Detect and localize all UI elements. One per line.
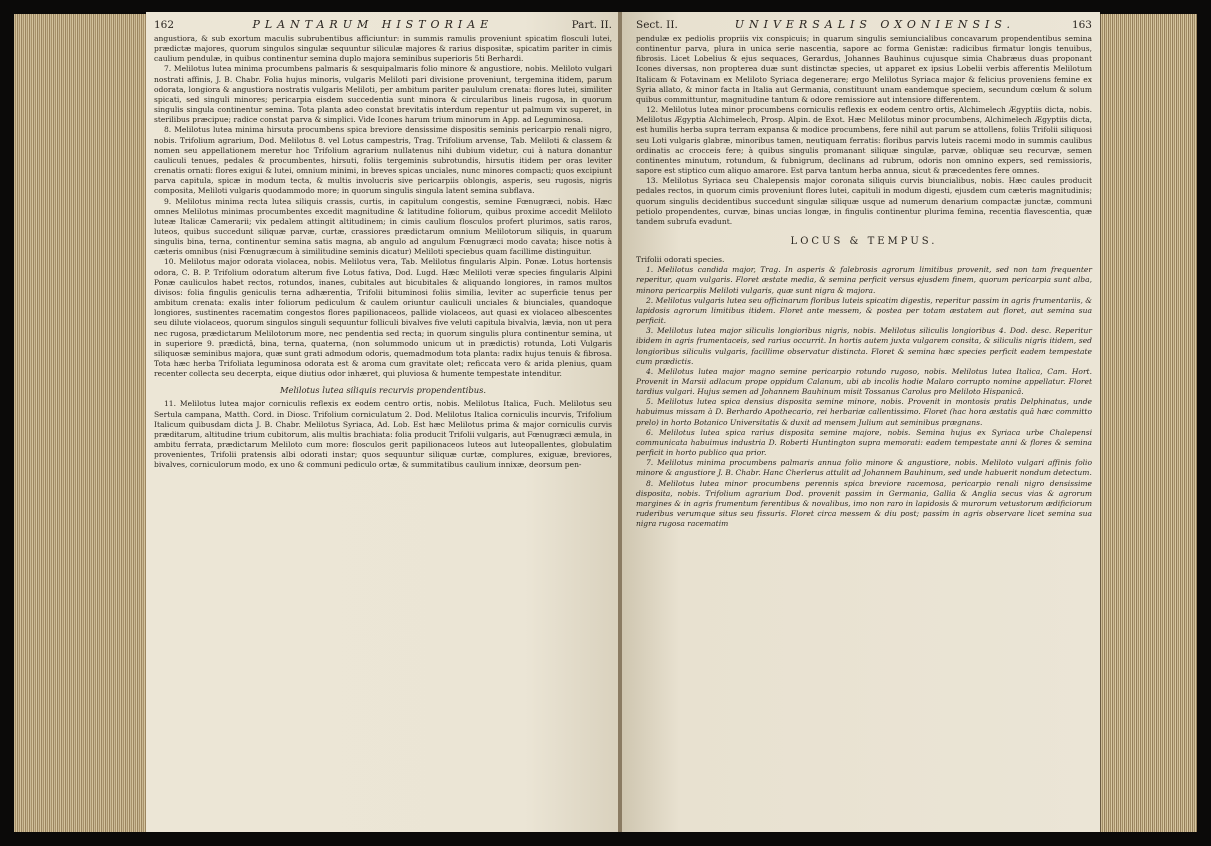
left-running-head <box>154 18 612 34</box>
paragraph: 13. Melilotus Syriaca seu Chalepensis major coronata siliquis curvis biuncialibus, nobis. Hæc caules producit pedales rectos, in quorum cimis proveniunt flores lutei, capituli in modum digesti, ejusdem cum cæteris magnitudinis; quorum singulis decidentibus succedunt singulæ siliquæ usque ad numerum denarium compactæ junctæ, communi petiolo propendentes, curvæ, binas uncias longæ, in fingulis continentur plurima femina, recentia flavescentia, quæ tandem subrufa evadunt. <box>636 176 1092 226</box>
right-page <box>622 12 1100 832</box>
right-running-head <box>636 18 1092 34</box>
locus-item: 2. Melilotus vulgaris lutea seu officinarum floribus luteis spicatim digestis, reperitur passim in agris frumentariis, & lapidosis agrorum limitibus itidem. Floret ante messem, & postea per totam æstatem aut floret, aut semina sua perficit. <box>636 295 1092 326</box>
left-page <box>146 12 620 832</box>
locus-item: 5. Melilotus lutea spica densius disposita semine minore, nobis. Provenit in montosis pratis Delphinatus, unde habuimus missam à D. Berhardo Apothecario, rei herbariæ callentissimo. Floret (hac hora æstatis quâ hæc committo prelo) in horto Botanico Universitatis & duxit ad mensem Julium aut seminibus prægnans. <box>636 397 1092 427</box>
left-part-label: Part. II. <box>571 19 612 31</box>
paragraph: pendulæ ex pediolis propriis vix conspicuis; in quarum singulis semiuncialibus concavarum propendentibus semina continentur parva, plura in unica serie nascentia, sapore ac forma Genistæ: radicibus firmatur longis tenuibus, fibrosis. Licet Lobelius & ejus sequaces, Gerardus, Johannes Bauhinus cujusque simia Chabræus duas proponant Icones diversas, non propterea duæ sunt distinctæ species, ut apparet ex ipsius Lobelii verbis afferentis Melilotum Italicam & Fotavinam ex Meliloto Syriaca degenerare; ergo Melilotus Syriaca major & felicius proveniens femine ex Syria allato, & minor facta in Italia aut Germania, constituunt unam eandemque speciem, secundum cœlum & solum quibus committuntur, magnitudine tantum & odore remissiore aut intensiore differentem. <box>636 34 1092 104</box>
paragraph: 12. Melilotus lutea minor procumbens corniculis reflexis ex eodem centro ortis, Alchimelech Ægyptiis dicta, nobis. Melilotus Ægyptia Alchimelech, Prosp. Alpin. de Exot. Hæc Melilotus minor procumbens, Alchimelech Ægyptiis dicta, est humilis herba supra terram expansa & modice procumbens, fere nihil aut parum se attollens, foliis Trifolii siliquosi seu Loti vulgaris glabræ, minoribus tamen, neutiquam ferratis: floribus parvis luteis racemi modo in summis caulibus ordinatis ac crocceis fere; à quibus singulis promanant siliquæ singulæ, parvæ, obliquæ seu recurvæ, semen continentes minutum, rotundum, & fubnigrum, declinans ad rubrum, odoris non omnino expers, sed remissioris, sapore est stiptico cum aliquo amarore. Est parva tantum herba annua, sicut & præcedentes fere omnes. <box>636 105 1092 176</box>
right-section-label: Sect. II. <box>636 19 678 31</box>
locus-item: 3. Melilotus lutea major siliculis longioribus nigris, nobis. Melilotus siliculis longioribus 4. Dod. desc. Reperitur ibidem in agris frumentaceis, sed rarius occurrit. In hortis autem juxta vulgarem consita, & siliculis nigris itidem, sed longioribus siliculis vulgaris, facillime observatur distincta. Floret & semina hæc species perficit eadem tempestate cum prædictis. <box>636 326 1092 366</box>
locus-item: 8. Melilotus lutea minor procumbens perennis spica breviore racemosa, pericarpio renali nigro densissime disposita, nobis. Trifolium agrarium Dod. provenit passim in Germania, Gallia & Anglia secus vias & agrorum margines & in agris frumentum ferentibus & novalibus, imo non raro in lapidosis & murorum vetustorum ædificiorum ruderibus verumque situs seu fissuris. Floret circa messem & diu post; passim in agris observare licet semina sua nigra rugosa racematim <box>636 478 1092 529</box>
right-page-number: 163 <box>1071 19 1092 31</box>
paragraph: angustiora, & sub exortum maculis subrubentibus afficiuntur: in summis ramulis proveniunt spicatim flosculi lutei, prædictæ majores, quorum singulos singulæ sequuntur siliculæ majores & rarius dispositæ, spicatim pariter in cimis caulium pendulæ, in quibus continentur semina duplo majora seminibus superioris 5ti Berhardi. <box>154 34 612 64</box>
paragraph: 10. Melilotus major odorata violacea, nobis. Melilotus vera, Tab. Melilotus fingularis Alpin. Ponæ. Lotus hortensis odora, C. B. P. Trifolium odoratum alterum five Lotus fativa, Dod. Lugd. Hæc Meliloti veræ species fingularis Alpini Ponæ cauliculos habet rectos, rotundos, inanes, cubitales aut bicubitales & aliquando longiores, in ramos multos divisos: folia fingulis geniculis terna adhærentia, Trifolii bituminosi foliis similia, leviter ac superficie tenus per ambitum crenata: exalis inter foliorum pediculum & caulem oriuntur cauliculi unciales & biunciales, quandoque longiores, sustinentes racematim congestos flores papilionaceos, pallide violaceos, aut quasi ex violaceo albescentes seu dilute violaceos, quorum singulos singuli sequuntur folliculi bivalves five veluti capitula bivalvia, lævia, non ut pera nec rugosa, prædictarum Melilotorum more, nec pendentia sed recta; in quorum singulis plura continentur semina, ut in superiore 9. prædictâ, bina, terna, quaterna, (non solummodo unicum ut in prædictis) rotunda, Loti Vulgaris siliquosæ seminibus majora, quæ sunt grati admodum odoris, quemadmodum tota planta: radix hujus tenuis & fibrosa. Tota hæc herba Trifoliata leguminosa odorata est & aroma cum gravitate olet; reficcata vero & arida plenius, quam recenter collecta seu decerpta, eique diutius odor inhæret, qui pluviosa & humente tempestate intenditur. <box>154 257 612 379</box>
paragraph: 7. Melilotus lutea minima procumbens palmaris & sesquipalmaris folio minore & angustiore, nobis. Meliloto vulgari nostrati affinis, J. B. Chabr. Folia hujus minoris, vulgaris Meliloti pari divisione proveniunt, tergemina itidem, parum odorata, longiora & angustiora nostratis vulgaris Meliloti, per ambitum pariter paululum crenata: flores lutei, similiter spicati, sed singuli minores; pericarpia eisdem succedentia sunt minora & circularibus lineis rugosa, in quorum singulis singula continentur semina. Tota planta adeo constat brevitatis interdum repentur ut palmum vix superet, in sterilibus præcipue; radice constat parva & simplici. Vide Icones harum trium minorum in App. ad Leguminosa. <box>154 64 612 125</box>
open-book <box>14 10 1197 836</box>
paragraph: 9. Melilotus minima recta lutea siliquis crassis, curtis, in capitulum congestis, semine Fœnugræci, nobis. Hæc omnes Melilotus minimas procumbentes excedit magnitudine & latitudine foliorum, quibus proxime accedit Meliloto luteæ Italicæ Camerarii; vix pedalem attingit altitudinem; in cimis caulium flosculos profert plurimos, satis raros, luteos, quibus succedunt siliquæ parvæ, curtæ, crassiores prædictarum omnium Melilotorum siliquis, in quarum singulis bina, terna, continentur semina satis magna, ab angulo ad angulum Fœnugræci modo cavata; hisce notis à cæteris omnibus (nisi Fœnugræcum à similitudine seminis dicatur) Meliloti speciebus quam facillime distinguitur. <box>154 196 612 257</box>
right-body-text <box>636 34 1092 529</box>
locus-item: 6. Melilotus lutea spica rarius disposita semine majore, nobis. Semina hujus ex Syriaca urbe Chalepensi communicata habuimus industria D. Roberti Huntington supra memorati: eadem tempestate anni & flores & semina perficit in horto publico qua prior. <box>636 427 1092 458</box>
locus-item: 4. Melilotus lutea major magno semine pericarpio rotundo rugoso, nobis. Melilotus lutea Italica, Cam. Hort. Provenit in Marsii adlacum prope oppidum Calanum, ubi ab incolis hodie Malaro corrupto nomine appellatur. Floret tardius vulgari. Hujus semen ad Johannem Bauhinum misit Tossanus Carolus pro Meliloto Hispanicâ. <box>636 366 1092 397</box>
paragraph: 11. Melilotus lutea major corniculis reflexis ex eodem centro ortis, nobis. Melilotus Italica, Fuch. Melilotus seu Sertula campana, Matth. Cord. in Diosc. Trifolium corniculatum 2. Dod. Melilotus Italica corniculis incurvis, Trifolium Italicum quibusdam dicta J. B. Chabr. Melilotus Syriaca, Ad. Lob. Est hæc Melilotus prima & major corniculis curvis præditarum, altitudine trium cubitorum, alis multis brachiata: folia producit Trifolii vulgaris, aut Fœnugræci æmula, in ambitu ferrata, prædictarum Meliloto cum more: flosculos gerit papilionaceos luteos aut luteopallentes, globulatim provenientes, Trifolii pratensis albi odorati instar; quos sequuntur siliquæ curtæ, complures, exiguæ, breviores, bivalves, corniculorum modo, ex uno & communi pediculo ortæ, & summitatibus caulium innixæ, deorsum pen- <box>154 399 612 470</box>
left-page-number: 162 <box>154 19 175 31</box>
right-running-title: UNIVERSALIS OXONIENSIS. <box>734 18 1016 31</box>
page-edges-right <box>1099 14 1197 832</box>
locus-item: 7. Melilotus minima procumbens palmaris annua folio minore & angustiore, nobis. Meliloto vulgari affinis folio minore & angustiore J. B. Chabr. Hanc Cherlerus attulit ad Johannem Bauhinum, sed unde habuerit nondum detectum. <box>636 458 1092 478</box>
section-title: LOCUS & TEMPUS. <box>790 235 938 247</box>
left-running-title: PLANTARUM HISTORIAE <box>252 18 494 31</box>
paragraph: 8. Melilotus lutea minima hirsuta procumbens spica breviore densissime dispositis seminis pericarpio renali nigro, nobis. Trifolium agrarium, Dod. Melilotus 8. vel Lotus campestris, Trag. Trifolium arvense, Tab. Meliloti & classem & nomen seu appellationem meretur hoc Trifolium agrarium nullatenus nihi dubium videtur, cui à natura donantur cauliculi tenues, pedales & procumbentes, hirsuti, foliis tergeminis subrotundis, hirsutis itidem per oras leviter crenatis ornati: flores exigui & lutei, omnium minimi, in breves spicas unciales, nunc minores compacti; quos excipiunt parva capitula, spicæ in modum tecta, & multis involucris sive pericarpiis oblongis, asperis, seu rugosis, nigris composita, Meliloti vulgaris quodammodo more; in quorum singulis singula latent semina subflava. <box>154 125 612 196</box>
locus-intro: Trifolii odorati species. <box>636 255 725 265</box>
locus-list <box>636 255 1092 529</box>
left-body-text <box>154 34 612 471</box>
page-edges-left <box>14 14 148 832</box>
locus-item: 1. Melilotus candida major, Trag. In asperis & falebrosis agrorum limitibus provenit, sed non tam frequenter reperitur, quam vulgaris. Floret æstate media, & semina perficit versus ejusdem finem, quorum pericarpia sunt alba, minora pericarpiis Meliloti vulgaris, quæ sunt nigra & majora. <box>636 265 1092 295</box>
subheading: Melilotus lutea siliquis recurvis propendentibus. <box>279 385 487 396</box>
